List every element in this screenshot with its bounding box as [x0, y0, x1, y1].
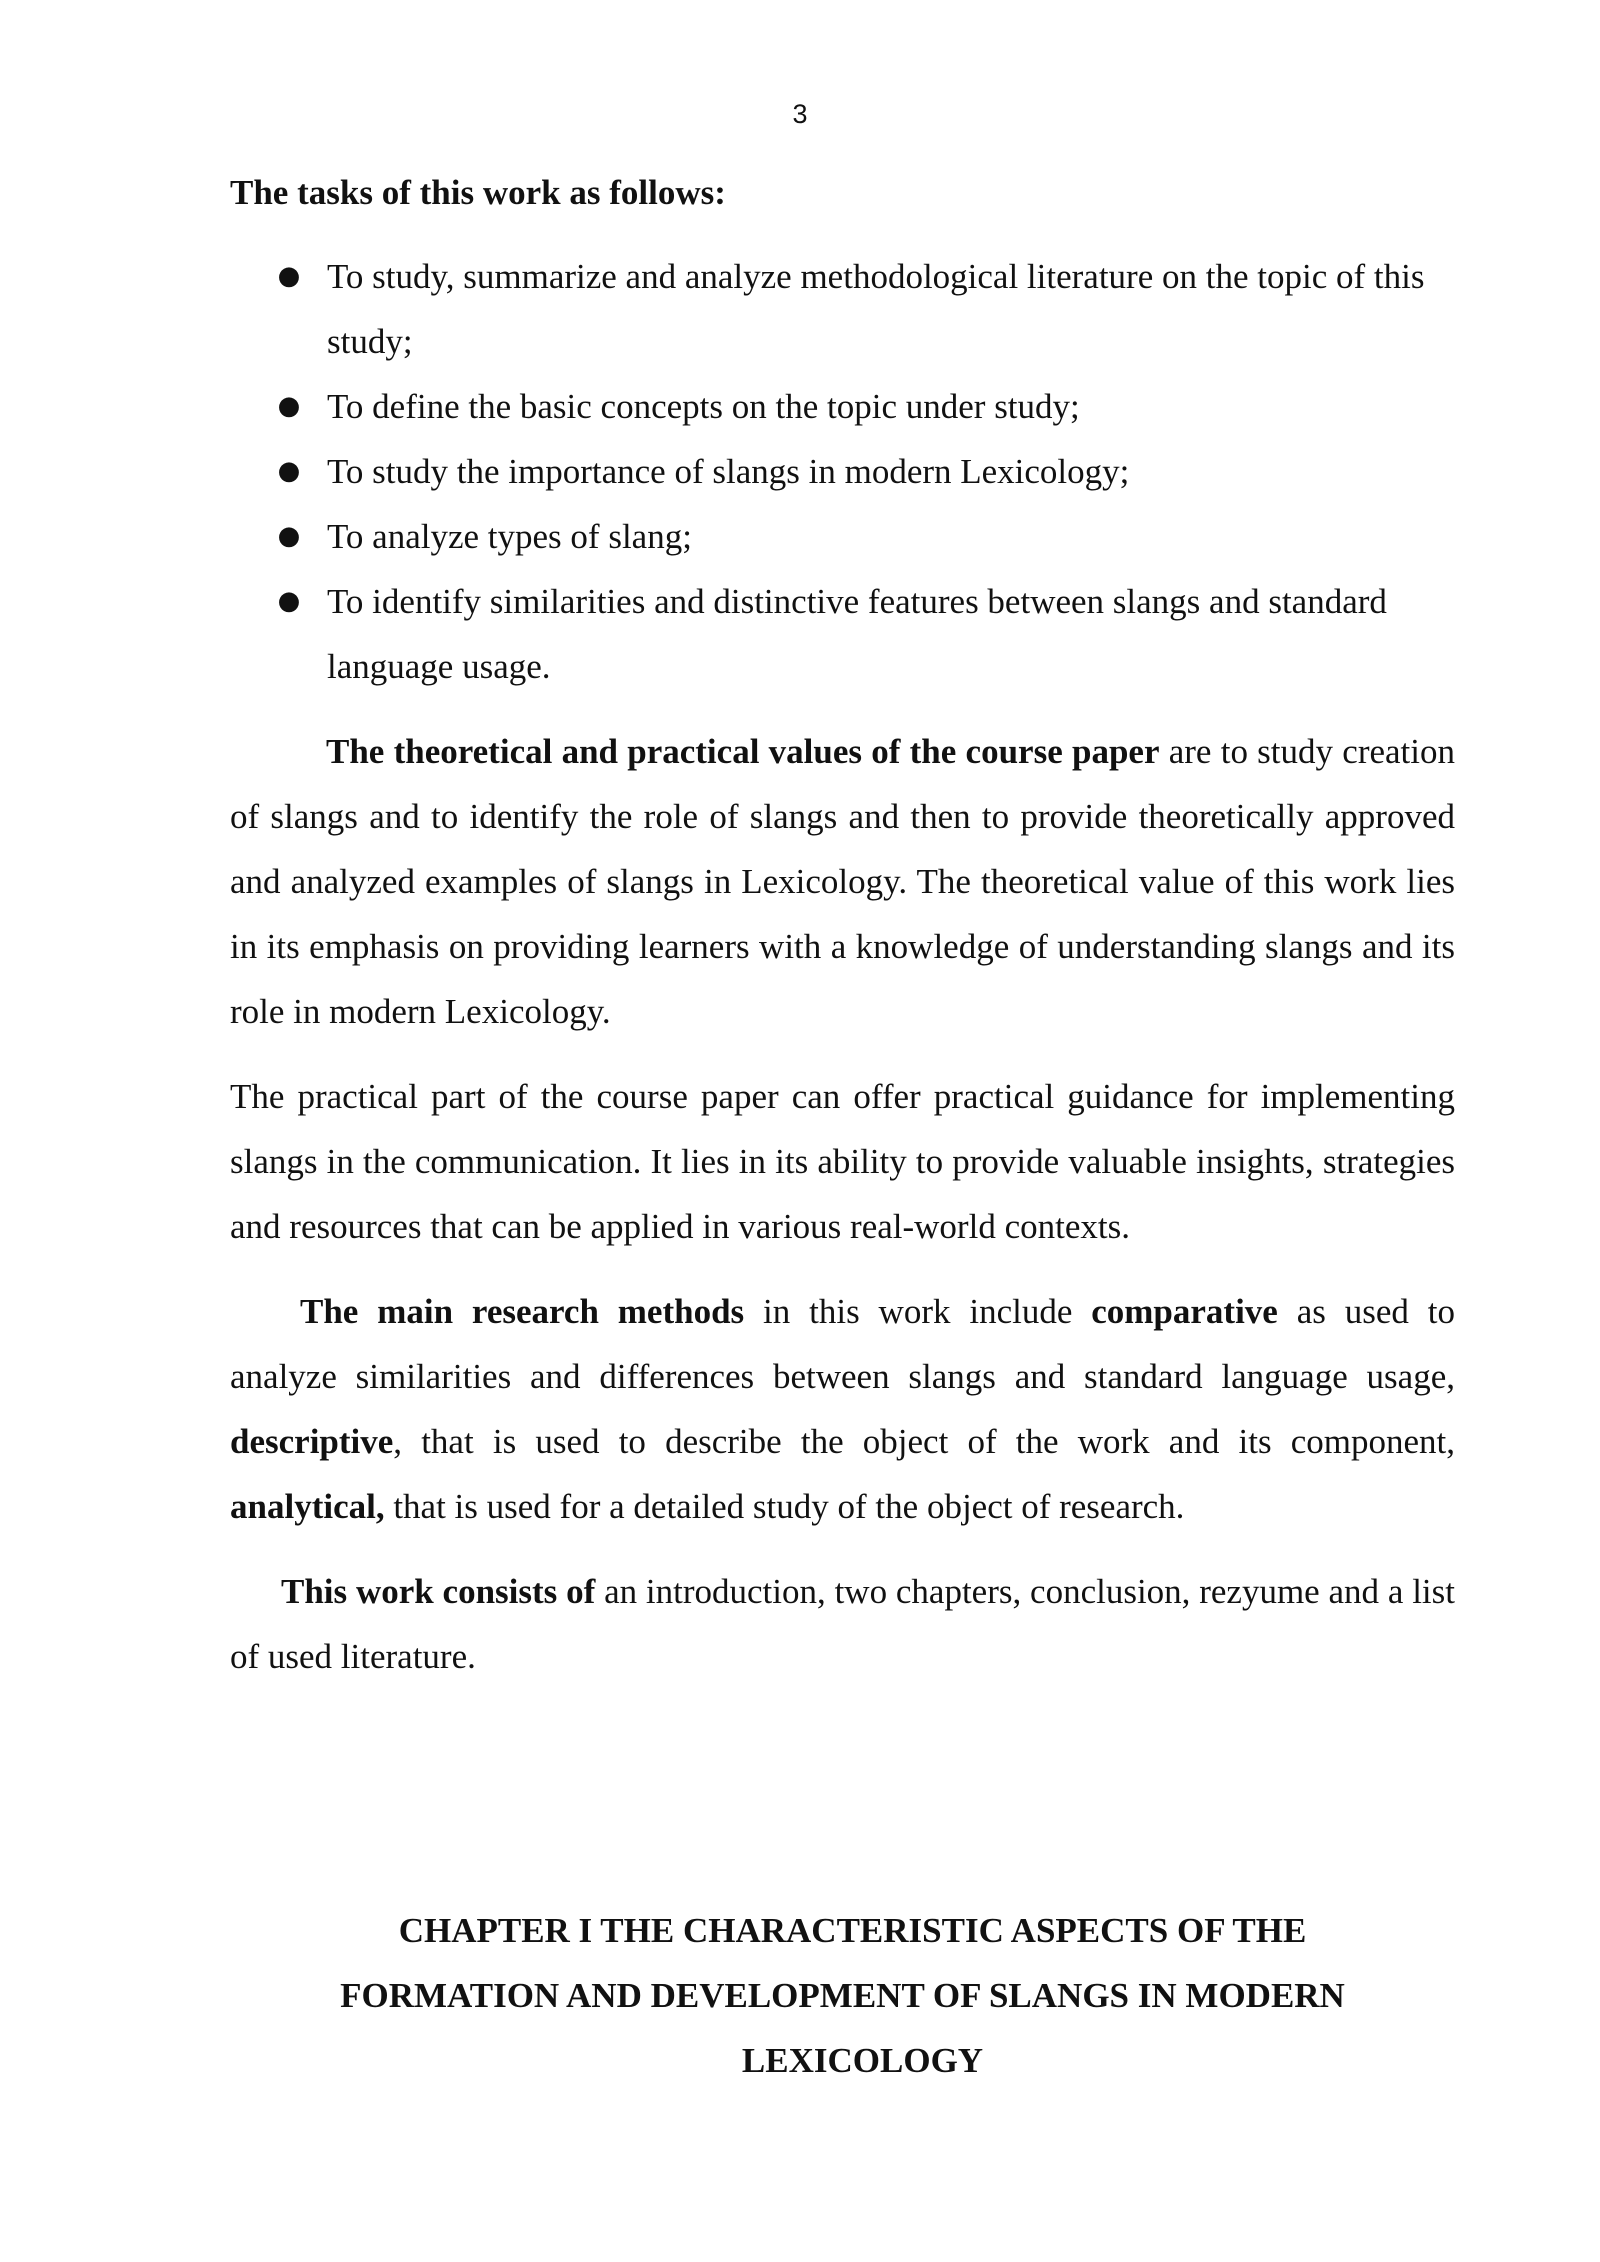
consists-text: an introduction, two chapters, conclusion, rezyume and a list of used literature.	[230, 1572, 1456, 1676]
consists-paragraph	[230, 1559, 1455, 1689]
consists-bold-lead: This work consists of	[281, 1572, 596, 1611]
methods-bold-analytical: analytical,	[230, 1487, 385, 1526]
tasks-list	[230, 244, 1455, 699]
list-item	[230, 504, 1455, 569]
methods-text-2: as used to analyze similarities and differences between slangs and standard language usage,	[230, 1292, 1455, 1396]
methods-text-4: that is used for a detailed study of the object of research.	[384, 1487, 1185, 1526]
values-paragraph	[230, 719, 1455, 1044]
bullet-icon: ●	[277, 391, 301, 421]
values-text: are to study creation of slangs and to identify the role of slangs and then to provide theoretically approved and analyzed examples of slangs in Lexicology. The theoretical value of this work lies in its emphasis on providing learners with a knowledge of understanding slangs and its role in modern Lexicology.	[230, 732, 1455, 1031]
bullet-icon: ●	[277, 456, 301, 486]
methods-paragraph	[230, 1279, 1455, 1539]
chapter-heading-line: LEXICOLOGY	[741, 2041, 984, 2080]
tasks-heading: The tasks of this work as follows:	[230, 173, 726, 212]
task-text: To study the importance of slangs in modern Lexicology;	[327, 452, 1130, 491]
page-number: 3	[792, 99, 808, 129]
task-text: To analyze types of slang;	[327, 517, 692, 556]
list-item	[230, 244, 1455, 374]
methods-text-3: , that is used to describe the object of the work and its component,	[393, 1422, 1455, 1461]
list-item	[230, 569, 1455, 699]
task-text: To identify similarities and distinctive features between slangs and standard language usage.	[327, 582, 1387, 686]
list-item	[230, 374, 1455, 439]
list-item	[230, 439, 1455, 504]
task-text: To define the basic concepts on the topic under study;	[327, 387, 1080, 426]
bullet-icon: ●	[277, 261, 301, 291]
methods-text-1: in this work include	[744, 1292, 1092, 1331]
values-bold-lead: The theoretical and practical values of the course paper	[326, 732, 1160, 771]
bullet-icon: ●	[277, 521, 301, 551]
practical-paragraph: The practical part of the course paper can offer practical guidance for implementing slangs in the communication. It lies in its ability to provide valuable insights, strategies and resources that can be applied in various real-world contexts.	[230, 1077, 1455, 1246]
chapter-heading-line: CHAPTER I THE CHARACTERISTIC ASPECTS OF THE	[398, 1911, 1307, 1950]
chapter-heading-line: FORMATION AND DEVELOPMENT OF SLANGS IN MODERN	[340, 1976, 1345, 2015]
chapter-heading	[230, 1898, 1455, 2093]
methods-bold-comparative: comparative	[1091, 1292, 1278, 1331]
page-body	[230, 160, 1455, 1689]
methods-bold-lead: The main research methods	[300, 1292, 745, 1331]
task-text: To study, summarize and analyze methodological literature on the topic of this study;	[327, 257, 1425, 361]
bullet-icon: ●	[277, 586, 301, 616]
methods-bold-descriptive: descriptive	[230, 1422, 394, 1461]
